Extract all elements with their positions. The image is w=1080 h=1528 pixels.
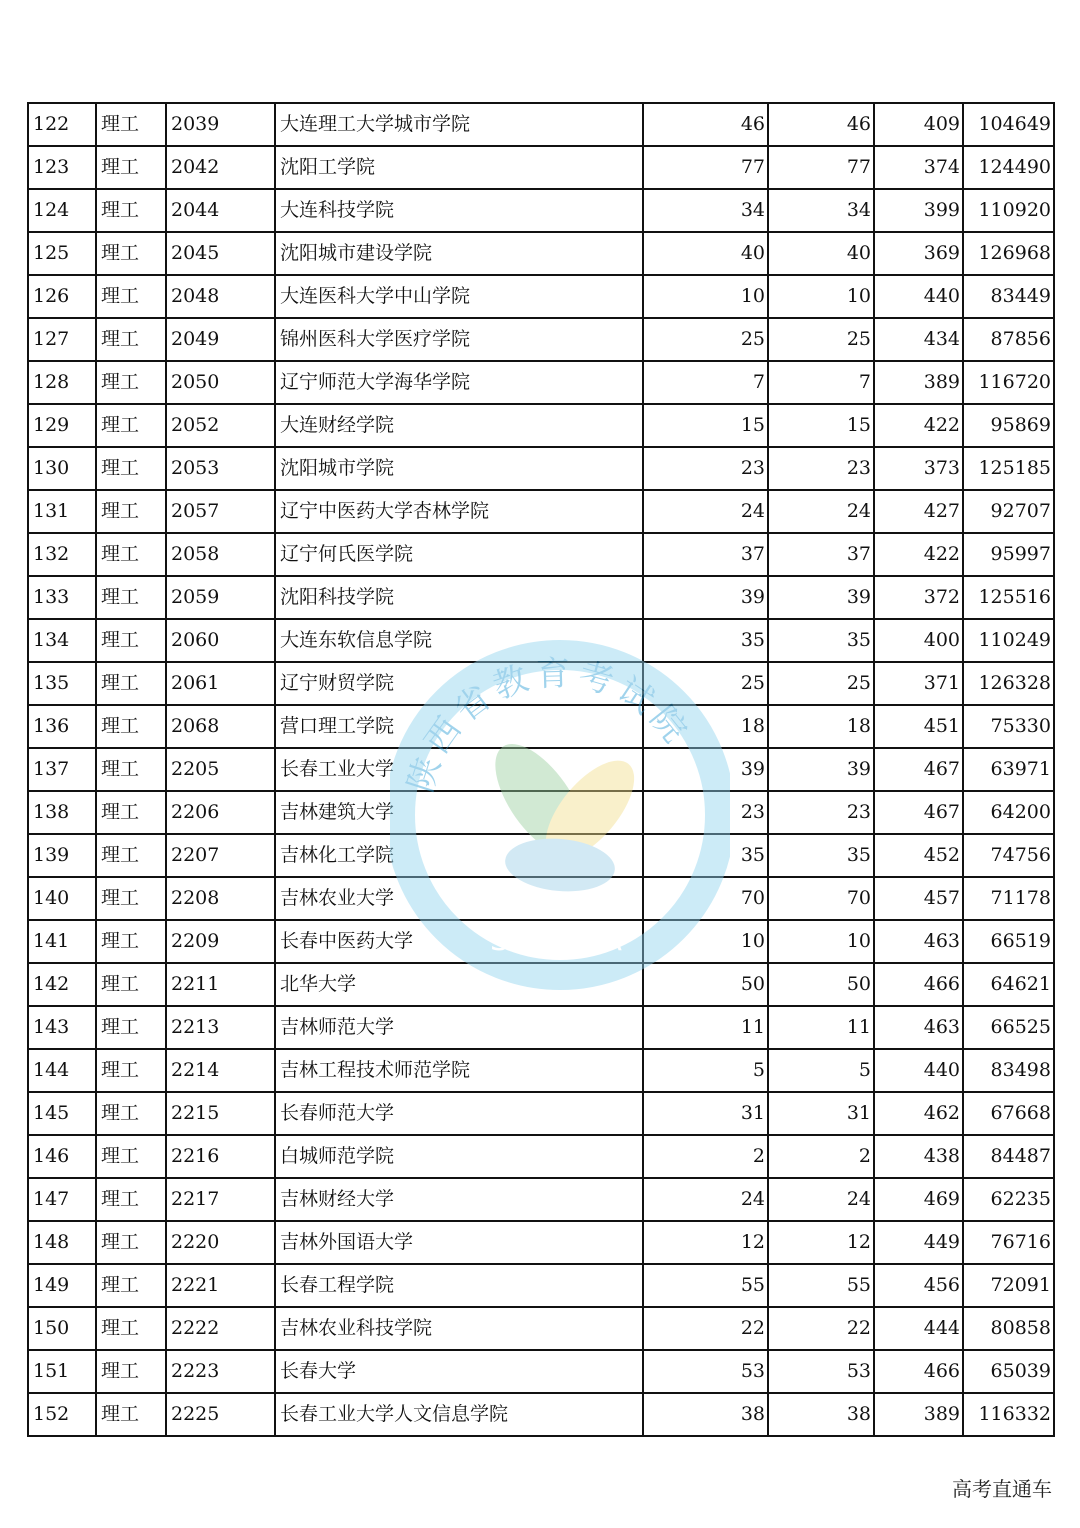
table-cell: 5 — [768, 1049, 874, 1092]
table-cell: 95997 — [963, 533, 1054, 576]
table-cell: 466 — [874, 963, 963, 1006]
table-cell: 2220 — [166, 1221, 275, 1264]
table-row — [28, 1135, 1054, 1178]
table-cell: 83449 — [963, 275, 1054, 318]
table-cell: 2044 — [166, 189, 275, 232]
table-cell: 理工 — [96, 748, 166, 791]
table-cell: 理工 — [96, 318, 166, 361]
table-cell: 2048 — [166, 275, 275, 318]
table-cell: 2060 — [166, 619, 275, 662]
table-cell: 374 — [874, 146, 963, 189]
table-cell: 143 — [28, 1006, 96, 1049]
table-cell: 10 — [768, 275, 874, 318]
table-cell: 126968 — [963, 232, 1054, 275]
table-cell: 辽宁中医药大学杏林学院 — [275, 490, 643, 533]
table-cell: 15 — [768, 404, 874, 447]
table-cell: 2058 — [166, 533, 275, 576]
table-cell: 146 — [28, 1135, 96, 1178]
table-cell: 吉林外国语大学 — [275, 1221, 643, 1264]
table-cell: 理工 — [96, 1006, 166, 1049]
table-cell: 理工 — [96, 1092, 166, 1135]
table-cell: 124490 — [963, 146, 1054, 189]
table-cell: 37 — [768, 533, 874, 576]
table-cell: 39 — [643, 576, 768, 619]
table-cell: 110920 — [963, 189, 1054, 232]
table-cell: 2057 — [166, 490, 275, 533]
table-row — [28, 1393, 1054, 1436]
table-cell: 沈阳城市建设学院 — [275, 232, 643, 275]
table-row — [28, 146, 1054, 189]
table-cell: 沈阳工学院 — [275, 146, 643, 189]
table-cell: 长春工程学院 — [275, 1264, 643, 1307]
table-cell: 38 — [643, 1393, 768, 1436]
admission-table — [27, 102, 1055, 1437]
table-cell: 369 — [874, 232, 963, 275]
table-cell: 2 — [643, 1135, 768, 1178]
table-cell: 24 — [643, 1178, 768, 1221]
table-cell: 95869 — [963, 404, 1054, 447]
table-cell: 沈阳科技学院 — [275, 576, 643, 619]
table-cell: 50 — [643, 963, 768, 1006]
table-cell: 92707 — [963, 490, 1054, 533]
table-cell: 35 — [643, 834, 768, 877]
table-cell: 462 — [874, 1092, 963, 1135]
table-cell: 2205 — [166, 748, 275, 791]
admission-table-container — [27, 102, 1055, 1437]
table-cell: 理工 — [96, 834, 166, 877]
table-row — [28, 447, 1054, 490]
table-row — [28, 662, 1054, 705]
table-cell: 466 — [874, 1350, 963, 1393]
table-cell: 83498 — [963, 1049, 1054, 1092]
table-cell: 409 — [874, 103, 963, 146]
table-cell: 2045 — [166, 232, 275, 275]
table-row — [28, 275, 1054, 318]
table-cell: 2068 — [166, 705, 275, 748]
table-cell: 145 — [28, 1092, 96, 1135]
table-cell: 2206 — [166, 791, 275, 834]
table-cell: 148 — [28, 1221, 96, 1264]
table-cell: 2049 — [166, 318, 275, 361]
table-cell: 长春工业大学 — [275, 748, 643, 791]
table-cell: 132 — [28, 533, 96, 576]
table-cell: 大连医科大学中山学院 — [275, 275, 643, 318]
table-cell: 137 — [28, 748, 96, 791]
table-cell: 373 — [874, 447, 963, 490]
table-cell: 辽宁师范大学海华学院 — [275, 361, 643, 404]
table-cell: 76716 — [963, 1221, 1054, 1264]
table-cell: 35 — [768, 834, 874, 877]
table-cell: 134 — [28, 619, 96, 662]
table-cell: 理工 — [96, 533, 166, 576]
table-cell: 152 — [28, 1393, 96, 1436]
table-cell: 2217 — [166, 1178, 275, 1221]
table-cell: 125185 — [963, 447, 1054, 490]
table-cell: 427 — [874, 490, 963, 533]
table-cell: 2059 — [166, 576, 275, 619]
table-row — [28, 189, 1054, 232]
table-cell: 35 — [768, 619, 874, 662]
table-row — [28, 1049, 1054, 1092]
table-cell: 23 — [768, 791, 874, 834]
table-row — [28, 490, 1054, 533]
table-cell: 40 — [643, 232, 768, 275]
table-cell: 2216 — [166, 1135, 275, 1178]
table-cell: 456 — [874, 1264, 963, 1307]
table-cell: 2039 — [166, 103, 275, 146]
table-cell: 5 — [643, 1049, 768, 1092]
table-cell: 理工 — [96, 447, 166, 490]
table-row — [28, 1221, 1054, 1264]
table-cell: 2221 — [166, 1264, 275, 1307]
table-cell: 31 — [643, 1092, 768, 1135]
table-row — [28, 1307, 1054, 1350]
table-row — [28, 361, 1054, 404]
table-cell: 463 — [874, 920, 963, 963]
table-cell: 144 — [28, 1049, 96, 1092]
table-cell: 440 — [874, 275, 963, 318]
table-cell: 124 — [28, 189, 96, 232]
table-cell: 139 — [28, 834, 96, 877]
table-cell: 25 — [768, 318, 874, 361]
table-cell: 104649 — [963, 103, 1054, 146]
table-cell: 75330 — [963, 705, 1054, 748]
table-cell: 辽宁何氏医学院 — [275, 533, 643, 576]
table-cell: 大连东软信息学院 — [275, 619, 643, 662]
table-cell: 123 — [28, 146, 96, 189]
table-cell: 白城师范学院 — [275, 1135, 643, 1178]
table-cell: 55 — [643, 1264, 768, 1307]
table-cell: 理工 — [96, 662, 166, 705]
table-cell: 大连财经学院 — [275, 404, 643, 447]
table-cell: 2 — [768, 1135, 874, 1178]
table-cell: 2052 — [166, 404, 275, 447]
table-cell: 理工 — [96, 232, 166, 275]
table-cell: 北华大学 — [275, 963, 643, 1006]
table-cell: 23 — [643, 447, 768, 490]
table-cell: 长春中医药大学 — [275, 920, 643, 963]
table-cell: 35 — [643, 619, 768, 662]
table-cell: 64621 — [963, 963, 1054, 1006]
table-cell: 131 — [28, 490, 96, 533]
table-cell: 133 — [28, 576, 96, 619]
table-cell: 理工 — [96, 1307, 166, 1350]
table-row — [28, 748, 1054, 791]
table-cell: 2061 — [166, 662, 275, 705]
table-cell: 142 — [28, 963, 96, 1006]
table-cell: 11 — [643, 1006, 768, 1049]
table-cell: 吉林工程技术师范学院 — [275, 1049, 643, 1092]
table-cell: 125 — [28, 232, 96, 275]
table-cell: 理工 — [96, 490, 166, 533]
table-cell: 444 — [874, 1307, 963, 1350]
table-cell: 理工 — [96, 103, 166, 146]
table-cell: 399 — [874, 189, 963, 232]
table-cell: 46 — [768, 103, 874, 146]
table-cell: 22 — [768, 1307, 874, 1350]
table-cell: 467 — [874, 748, 963, 791]
table-cell: 372 — [874, 576, 963, 619]
table-cell: 135 — [28, 662, 96, 705]
table-cell: 151 — [28, 1350, 96, 1393]
table-cell: 122 — [28, 103, 96, 146]
table-row — [28, 920, 1054, 963]
table-cell: 理工 — [96, 1350, 166, 1393]
table-cell: 116332 — [963, 1393, 1054, 1436]
table-cell: 140 — [28, 877, 96, 920]
table-cell: 463 — [874, 1006, 963, 1049]
table-cell: 理工 — [96, 404, 166, 447]
table-cell: 2207 — [166, 834, 275, 877]
table-row — [28, 404, 1054, 447]
table-row — [28, 705, 1054, 748]
table-cell: 116720 — [963, 361, 1054, 404]
table-cell: 66519 — [963, 920, 1054, 963]
table-cell: 130 — [28, 447, 96, 490]
table-cell: 7 — [768, 361, 874, 404]
table-cell: 147 — [28, 1178, 96, 1221]
table-cell: 理工 — [96, 1178, 166, 1221]
table-cell: 2222 — [166, 1307, 275, 1350]
table-cell: 422 — [874, 533, 963, 576]
table-row — [28, 103, 1054, 146]
table-cell: 18 — [643, 705, 768, 748]
table-cell: 25 — [643, 318, 768, 361]
table-cell: 23 — [643, 791, 768, 834]
watermark-arc-text: 陕西省教育考试院 — [400, 653, 699, 798]
table-cell: 126328 — [963, 662, 1054, 705]
table-cell: 7 — [643, 361, 768, 404]
table-row — [28, 1006, 1054, 1049]
table-cell: 长春师范大学 — [275, 1092, 643, 1135]
table-cell: 467 — [874, 791, 963, 834]
table-cell: 50 — [768, 963, 874, 1006]
table-cell: 126 — [28, 275, 96, 318]
table-row — [28, 1264, 1054, 1307]
table-cell: 长春工业大学人文信息学院 — [275, 1393, 643, 1436]
table-cell: 理工 — [96, 189, 166, 232]
table-cell: 理工 — [96, 1221, 166, 1264]
table-cell: 46 — [643, 103, 768, 146]
table-cell: 87856 — [963, 318, 1054, 361]
table-cell: 10 — [643, 920, 768, 963]
table-cell: 吉林农业科技学院 — [275, 1307, 643, 1350]
table-cell: 12 — [768, 1221, 874, 1264]
table-cell: 理工 — [96, 1135, 166, 1178]
table-cell: 77 — [643, 146, 768, 189]
table-cell: 451 — [874, 705, 963, 748]
table-cell: 12 — [643, 1221, 768, 1264]
table-cell: 理工 — [96, 791, 166, 834]
table-cell: 理工 — [96, 1049, 166, 1092]
table-cell: 2053 — [166, 447, 275, 490]
table-cell: 389 — [874, 1393, 963, 1436]
table-cell: 理工 — [96, 1393, 166, 1436]
table-row — [28, 1092, 1054, 1135]
table-cell: 31 — [768, 1092, 874, 1135]
table-cell: 138 — [28, 791, 96, 834]
table-cell: 2223 — [166, 1350, 275, 1393]
table-cell: 理工 — [96, 920, 166, 963]
table-cell: 39 — [643, 748, 768, 791]
table-cell: 2225 — [166, 1393, 275, 1436]
table-cell: 23 — [768, 447, 874, 490]
table-cell: 吉林建筑大学 — [275, 791, 643, 834]
table-row — [28, 877, 1054, 920]
table-cell: 150 — [28, 1307, 96, 1350]
table-cell: 2213 — [166, 1006, 275, 1049]
table-row — [28, 576, 1054, 619]
table-cell: 24 — [643, 490, 768, 533]
table-cell: 15 — [643, 404, 768, 447]
table-cell: 110249 — [963, 619, 1054, 662]
table-cell: 34 — [768, 189, 874, 232]
table-cell: 2209 — [166, 920, 275, 963]
table-cell: 136 — [28, 705, 96, 748]
table-cell: 84487 — [963, 1135, 1054, 1178]
table-cell: 吉林化工学院 — [275, 834, 643, 877]
table-cell: 理工 — [96, 146, 166, 189]
table-cell: 400 — [874, 619, 963, 662]
table-cell: 53 — [643, 1350, 768, 1393]
table-row — [28, 318, 1054, 361]
table-cell: 大连理工大学城市学院 — [275, 103, 643, 146]
table-cell: 66525 — [963, 1006, 1054, 1049]
table-cell: 2042 — [166, 146, 275, 189]
table-cell: 大连科技学院 — [275, 189, 643, 232]
table-cell: 2215 — [166, 1092, 275, 1135]
table-cell: 理工 — [96, 705, 166, 748]
table-cell: 40 — [768, 232, 874, 275]
table-cell: 10 — [643, 275, 768, 318]
table-cell: 128 — [28, 361, 96, 404]
table-cell: 39 — [768, 576, 874, 619]
table-cell: 吉林农业大学 — [275, 877, 643, 920]
table-cell: 18 — [768, 705, 874, 748]
table-cell: 70 — [643, 877, 768, 920]
table-cell: 67668 — [963, 1092, 1054, 1135]
table-cell: 24 — [768, 1178, 874, 1221]
table-cell: 10 — [768, 920, 874, 963]
table-cell: 141 — [28, 920, 96, 963]
table-cell: 2208 — [166, 877, 275, 920]
table-cell: 理工 — [96, 361, 166, 404]
table-cell: 149 — [28, 1264, 96, 1307]
table-cell: 25 — [768, 662, 874, 705]
table-cell: 2050 — [166, 361, 275, 404]
table-cell: 371 — [874, 662, 963, 705]
table-cell: 53 — [768, 1350, 874, 1393]
table-cell: 65039 — [963, 1350, 1054, 1393]
table-row — [28, 619, 1054, 662]
table-cell: 2211 — [166, 963, 275, 1006]
table-row — [28, 963, 1054, 1006]
table-cell: 37 — [643, 533, 768, 576]
table-cell: 长春大学 — [275, 1350, 643, 1393]
table-cell: 77 — [768, 146, 874, 189]
table-cell: 452 — [874, 834, 963, 877]
table-cell: 389 — [874, 361, 963, 404]
table-cell: 22 — [643, 1307, 768, 1350]
table-row — [28, 791, 1054, 834]
table-cell: 74756 — [963, 834, 1054, 877]
table-cell: 理工 — [96, 275, 166, 318]
table-cell: 吉林财经大学 — [275, 1178, 643, 1221]
table-cell: 理工 — [96, 619, 166, 662]
table-cell: 457 — [874, 877, 963, 920]
table-cell: 72091 — [963, 1264, 1054, 1307]
table-row — [28, 1178, 1054, 1221]
table-cell: 沈阳城市学院 — [275, 447, 643, 490]
table-cell: 440 — [874, 1049, 963, 1092]
table-cell: 理工 — [96, 877, 166, 920]
table-row — [28, 834, 1054, 877]
table-cell: 理工 — [96, 576, 166, 619]
table-cell: 71178 — [963, 877, 1054, 920]
table-row — [28, 232, 1054, 275]
table-cell: 锦州医科大学医疗学院 — [275, 318, 643, 361]
table-cell: 营口理工学院 — [275, 705, 643, 748]
table-row — [28, 533, 1054, 576]
table-cell: 63971 — [963, 748, 1054, 791]
table-cell: 129 — [28, 404, 96, 447]
table-cell: 38 — [768, 1393, 874, 1436]
table-cell: 39 — [768, 748, 874, 791]
table-cell: 449 — [874, 1221, 963, 1264]
table-cell: 25 — [643, 662, 768, 705]
table-cell: 理工 — [96, 1264, 166, 1307]
table-cell: 吉林师范大学 — [275, 1006, 643, 1049]
table-cell: 438 — [874, 1135, 963, 1178]
table-cell: 125516 — [963, 576, 1054, 619]
table-cell: 62235 — [963, 1178, 1054, 1221]
table-cell: 80858 — [963, 1307, 1054, 1350]
table-cell: 469 — [874, 1178, 963, 1221]
table-cell: 55 — [768, 1264, 874, 1307]
table-cell: 34 — [643, 189, 768, 232]
table-cell: 127 — [28, 318, 96, 361]
table-cell: 理工 — [96, 963, 166, 1006]
table-cell: 422 — [874, 404, 963, 447]
table-cell: 11 — [768, 1006, 874, 1049]
source-watermark-text: 高考直通车 — [952, 1473, 1052, 1502]
watermark-abbr: SNEEA — [490, 923, 630, 958]
table-cell: 2214 — [166, 1049, 275, 1092]
table-cell: 辽宁财贸学院 — [275, 662, 643, 705]
table-cell: 434 — [874, 318, 963, 361]
table-cell: 64200 — [963, 791, 1054, 834]
table-cell: 70 — [768, 877, 874, 920]
table-row — [28, 1350, 1054, 1393]
table-cell: 24 — [768, 490, 874, 533]
